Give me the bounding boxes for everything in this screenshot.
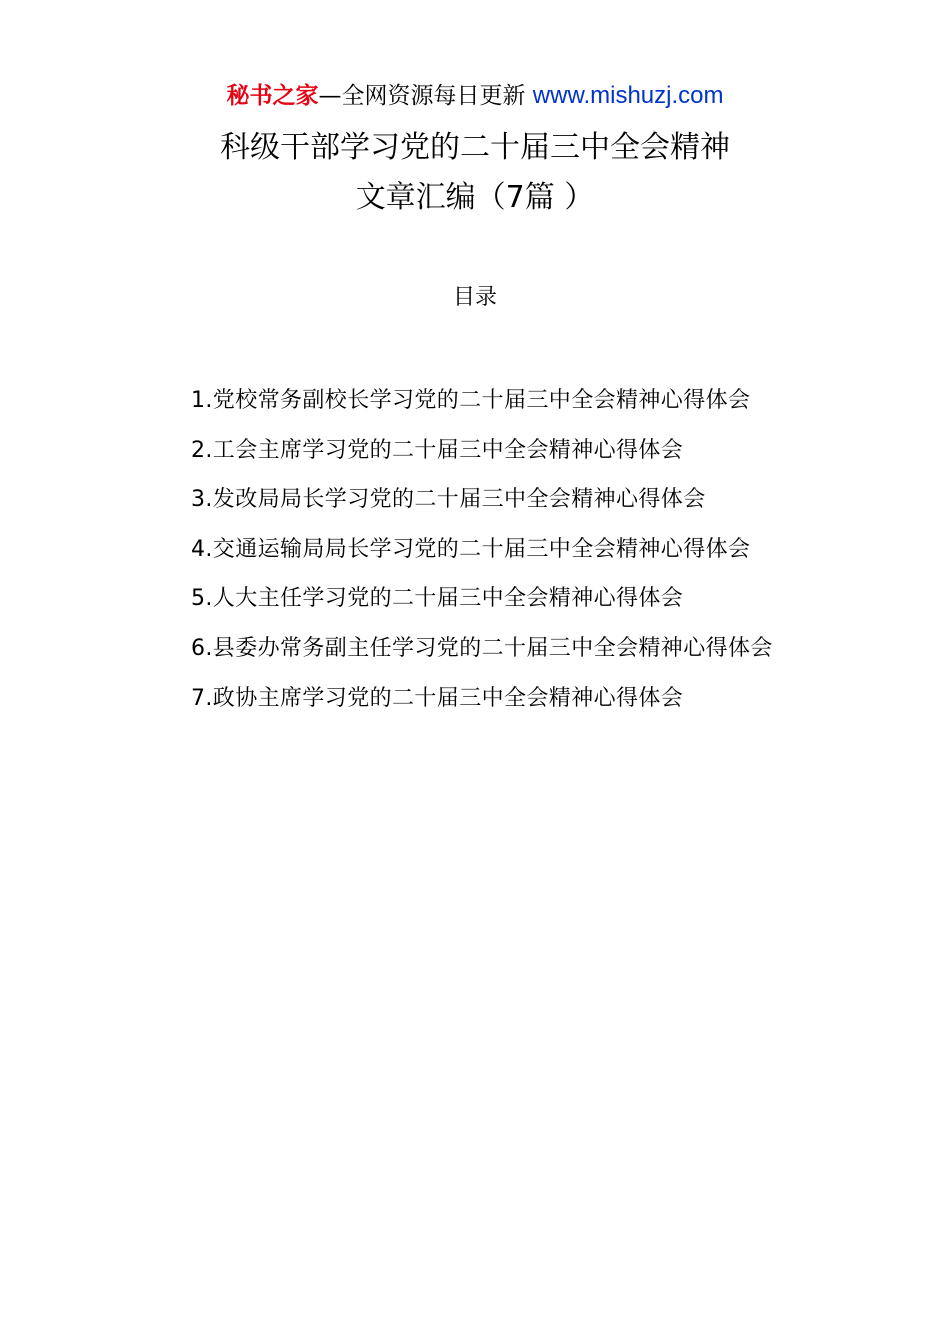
source-header: [0, 80, 950, 112]
toc-item: 2.工会主席学习党的二十届三中全会精神心得体会: [191, 437, 684, 463]
table-of-contents: [143, 376, 807, 723]
toc-item: 7.政协主席学习党的二十届三中全会精神心得体会: [191, 685, 684, 711]
toc-item: 5.人大主任学习党的二十届三中全会精神心得体会: [191, 586, 684, 612]
toc-item: 3.发改局局长学习党的二十届三中全会精神心得体会: [191, 487, 706, 513]
toc-item: 1.党校常务副校长学习党的二十届三中全会精神心得体会: [191, 388, 751, 413]
document-title-line-2: 文章汇编（7篇 ）: [355, 180, 595, 215]
toc-heading: 目录: [452, 285, 497, 310]
toc-item: 6.县委办常务副主任学习党的二十届三中全会精神心得体会: [191, 635, 773, 661]
brand-name: 秘书之家: [226, 83, 319, 109]
header-tagline: —全网资源每日更新: [318, 83, 533, 109]
document-title-line-1: 科级干部学习党的二十届三中全会精神: [220, 130, 730, 165]
toc-item: 4.交通运输局局长学习党的二十届三中全会精神心得体会: [191, 536, 751, 562]
site-url-link[interactable]: www.mishuzj.com: [532, 82, 724, 109]
